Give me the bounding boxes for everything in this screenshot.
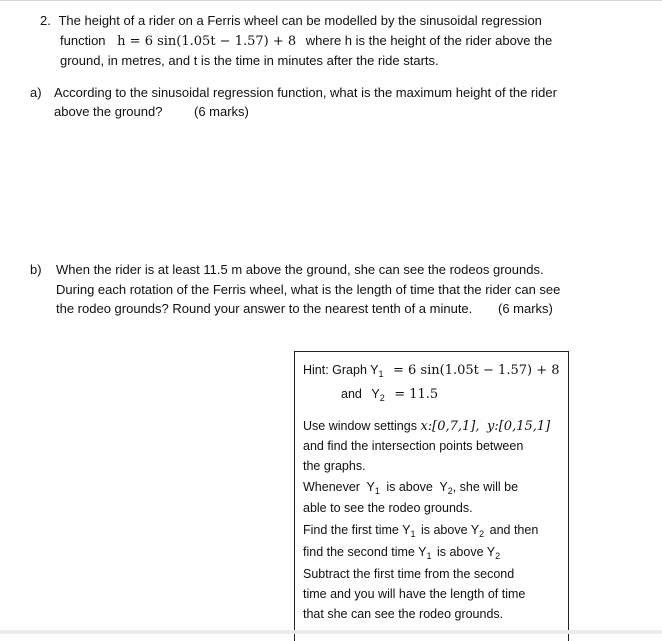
hint-find-first-line: Find the first time $Y_1$ is above $Y_2$ and then xyxy=(303,523,539,539)
hint-intersect-line-2: the graphs. xyxy=(303,459,366,473)
hint-subtract-line-2: time and you will have the length of time xyxy=(303,587,526,601)
y2-formula: = 11.5 xyxy=(394,387,439,402)
whenever-y2: $Y_2$ xyxy=(439,480,453,496)
hint-whenever-line: Whenever $Y_1$ is above $Y_2$, she will be xyxy=(303,480,519,496)
window-y: y:[0,15,1] xyxy=(487,419,551,434)
part-b-line-3: the rodeo grounds? Round your answer to the nearest tenth of a minute. xyxy=(56,301,473,316)
hint-whenever-line-2: able to see the rodeo grounds. xyxy=(303,501,473,515)
part-a-marks: (6 marks) xyxy=(194,104,249,119)
top-rule xyxy=(0,0,662,1)
y1-label: $Y_1$ xyxy=(370,363,384,379)
y1-formula: = 6 sin(1.05t − 1.57) + 8 xyxy=(393,363,560,378)
hint-find-second-line: find the second time $Y_1$ is above $Y_2$ xyxy=(303,545,501,561)
question-line-1 xyxy=(40,13,542,29)
find-first-y1: $Y_1$ xyxy=(402,523,416,539)
hint-box xyxy=(294,351,569,641)
window-x: x:[0,7,1], xyxy=(420,419,480,434)
y2-label: $Y_2$ xyxy=(371,387,385,403)
question-line-2 xyxy=(60,33,552,50)
function-description: where h is the height of the rider above the xyxy=(305,33,553,48)
hint-intersect-line-1: and find the intersection points between xyxy=(303,439,524,453)
hint-and-word: and xyxy=(341,387,362,401)
part-a-line-2: above the ground? xyxy=(54,104,163,119)
function-formula: h = 6 sin(1.05t − 1.57) + 8 xyxy=(117,34,297,49)
function-word: function xyxy=(60,33,106,48)
hint-graph-prefix: Hint: Graph xyxy=(303,363,367,377)
hint-graph-y1 xyxy=(303,362,560,379)
part-b-label: b) xyxy=(30,262,42,277)
question-number: 2. xyxy=(40,13,51,28)
find-second-y2: $Y_2$ xyxy=(486,545,501,561)
hint-subtract-line-3: that she can see the rodeo grounds. xyxy=(303,607,504,621)
part-a-line-1: According to the sinusoidal regression function, what is the maximum height of the rider xyxy=(54,85,557,100)
part-b-line-2: During each rotation of the Ferris wheel, what is the length of time that the rider can see xyxy=(56,282,561,297)
bottom-rule xyxy=(0,630,662,634)
question-line-3: ground, in metres, and t is the time in minutes after the ride starts. xyxy=(60,53,439,68)
part-b-line-1: When the rider is at least 11.5 m above the ground, she can see the rodeos grounds. xyxy=(56,262,544,277)
part-a-label: a) xyxy=(30,85,42,100)
hint-and-y2 xyxy=(341,386,438,403)
find-second-y1: $Y_1$ xyxy=(418,545,432,561)
hint-subtract-line-1: Subtract the first time from the second xyxy=(303,567,515,581)
part-b-marks: (6 marks) xyxy=(498,301,553,316)
question-intro-text: The height of a rider on a Ferris wheel can be modelled by the sinusoidal regression xyxy=(58,13,542,28)
find-first-y2: $Y_2$ xyxy=(470,523,485,539)
hint-window-settings: Use window settings x:[0,7,1], y:[0,15,1] xyxy=(303,419,551,434)
whenever-y1: $Y_1$ xyxy=(366,480,380,496)
